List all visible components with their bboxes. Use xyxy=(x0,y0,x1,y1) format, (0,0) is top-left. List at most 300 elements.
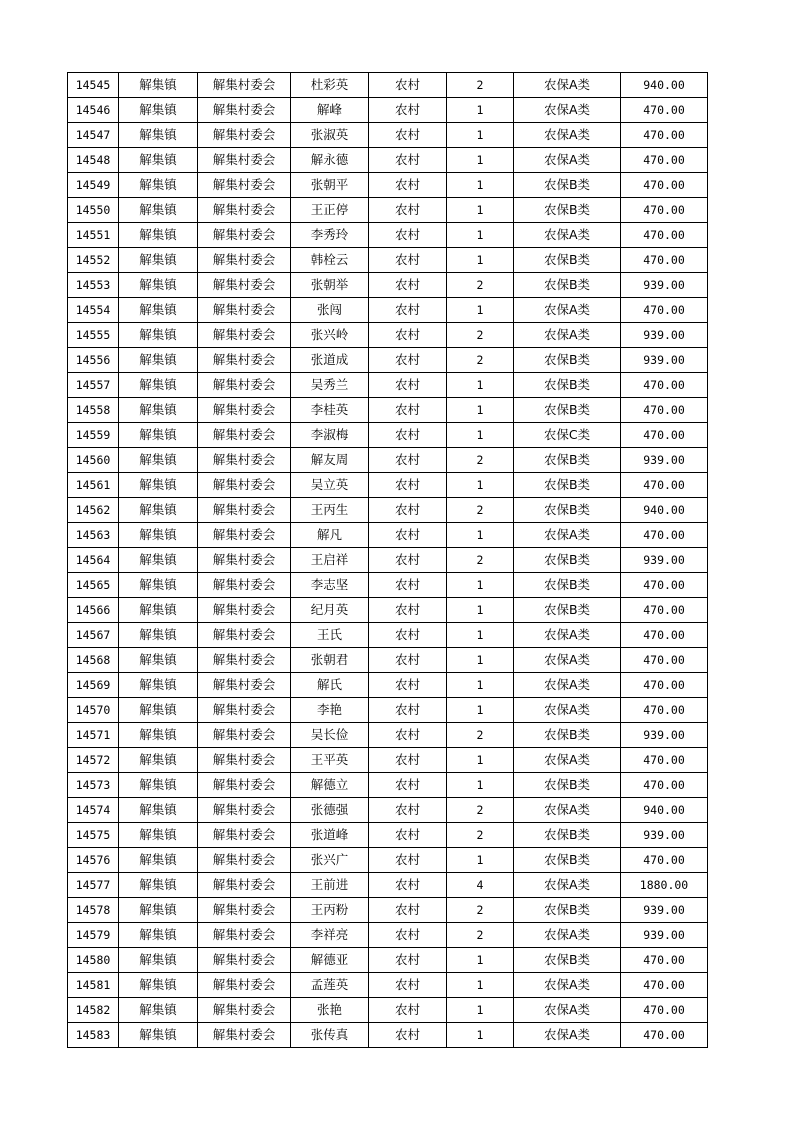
village-cell: 解集村委会 xyxy=(198,473,291,498)
member-count-cell: 1 xyxy=(447,398,514,423)
person-name-cell: 张道成 xyxy=(291,348,369,373)
town-cell: 解集镇 xyxy=(119,1023,198,1048)
table-row xyxy=(68,623,708,648)
record-id-cell: 14576 xyxy=(68,848,119,873)
amount-cell: 470.00 xyxy=(621,648,708,673)
person-name-cell: 张淑英 xyxy=(291,123,369,148)
person-name-cell: 王平英 xyxy=(291,748,369,773)
village-cell: 解集村委会 xyxy=(198,73,291,98)
person-name-cell: 杜彩英 xyxy=(291,73,369,98)
table-row xyxy=(68,348,708,373)
table-row xyxy=(68,698,708,723)
town-cell: 解集镇 xyxy=(119,98,198,123)
member-count-cell: 2 xyxy=(447,498,514,523)
insurance-category-cell: 农保A类 xyxy=(514,923,621,948)
person-name-cell: 纪月英 xyxy=(291,598,369,623)
table-row xyxy=(68,723,708,748)
residence-type-cell: 农村 xyxy=(369,348,447,373)
residence-type-cell: 农村 xyxy=(369,248,447,273)
residence-type-cell: 农村 xyxy=(369,698,447,723)
village-cell: 解集村委会 xyxy=(198,573,291,598)
record-id-cell: 14559 xyxy=(68,423,119,448)
amount-cell: 940.00 xyxy=(621,798,708,823)
residence-type-cell: 农村 xyxy=(369,398,447,423)
amount-cell: 470.00 xyxy=(621,123,708,148)
insurance-category-cell: 农保A类 xyxy=(514,623,621,648)
record-id-cell: 14575 xyxy=(68,823,119,848)
table-row xyxy=(68,248,708,273)
village-cell: 解集村委会 xyxy=(198,398,291,423)
amount-cell: 470.00 xyxy=(621,598,708,623)
person-name-cell: 解永德 xyxy=(291,148,369,173)
amount-cell: 470.00 xyxy=(621,948,708,973)
table-row xyxy=(68,873,708,898)
member-count-cell: 1 xyxy=(447,973,514,998)
insurance-category-cell: 农保A类 xyxy=(514,323,621,348)
insurance-category-cell: 农保A类 xyxy=(514,98,621,123)
amount-cell: 470.00 xyxy=(621,523,708,548)
town-cell: 解集镇 xyxy=(119,398,198,423)
residence-type-cell: 农村 xyxy=(369,773,447,798)
town-cell: 解集镇 xyxy=(119,248,198,273)
amount-cell: 470.00 xyxy=(621,573,708,598)
insurance-category-cell: 农保A类 xyxy=(514,73,621,98)
amount-cell: 1880.00 xyxy=(621,873,708,898)
residence-type-cell: 农村 xyxy=(369,273,447,298)
record-id-cell: 14565 xyxy=(68,573,119,598)
insurance-category-cell: 农保B类 xyxy=(514,273,621,298)
table-row xyxy=(68,523,708,548)
town-cell: 解集镇 xyxy=(119,473,198,498)
member-count-cell: 2 xyxy=(447,723,514,748)
member-count-cell: 1 xyxy=(447,598,514,623)
table-row xyxy=(68,73,708,98)
town-cell: 解集镇 xyxy=(119,823,198,848)
table-row xyxy=(68,998,708,1023)
amount-cell: 939.00 xyxy=(621,898,708,923)
residence-type-cell: 农村 xyxy=(369,873,447,898)
person-name-cell: 张道峰 xyxy=(291,823,369,848)
table-row xyxy=(68,573,708,598)
member-count-cell: 4 xyxy=(447,873,514,898)
village-cell: 解集村委会 xyxy=(198,523,291,548)
residence-type-cell: 农村 xyxy=(369,1023,447,1048)
residence-type-cell: 农村 xyxy=(369,473,447,498)
village-cell: 解集村委会 xyxy=(198,348,291,373)
record-id-cell: 14570 xyxy=(68,698,119,723)
village-cell: 解集村委会 xyxy=(198,998,291,1023)
table-row xyxy=(68,898,708,923)
person-name-cell: 张艳 xyxy=(291,998,369,1023)
amount-cell: 470.00 xyxy=(621,623,708,648)
record-id-cell: 14547 xyxy=(68,123,119,148)
record-id-cell: 14551 xyxy=(68,223,119,248)
record-id-cell: 14557 xyxy=(68,373,119,398)
amount-cell: 939.00 xyxy=(621,823,708,848)
record-id-cell: 14548 xyxy=(68,148,119,173)
person-name-cell: 王启祥 xyxy=(291,548,369,573)
member-count-cell: 1 xyxy=(447,298,514,323)
person-name-cell: 王丙生 xyxy=(291,498,369,523)
member-count-cell: 1 xyxy=(447,573,514,598)
table-row xyxy=(68,848,708,873)
residence-type-cell: 农村 xyxy=(369,648,447,673)
town-cell: 解集镇 xyxy=(119,723,198,748)
town-cell: 解集镇 xyxy=(119,898,198,923)
residence-type-cell: 农村 xyxy=(369,123,447,148)
amount-cell: 470.00 xyxy=(621,973,708,998)
member-count-cell: 1 xyxy=(447,223,514,248)
residence-type-cell: 农村 xyxy=(369,623,447,648)
person-name-cell: 解峰 xyxy=(291,98,369,123)
town-cell: 解集镇 xyxy=(119,448,198,473)
residence-type-cell: 农村 xyxy=(369,923,447,948)
member-count-cell: 2 xyxy=(447,323,514,348)
village-cell: 解集村委会 xyxy=(198,173,291,198)
insurance-category-cell: 农保C类 xyxy=(514,423,621,448)
member-count-cell: 2 xyxy=(447,348,514,373)
person-name-cell: 张朝举 xyxy=(291,273,369,298)
town-cell: 解集镇 xyxy=(119,698,198,723)
record-id-cell: 14545 xyxy=(68,73,119,98)
town-cell: 解集镇 xyxy=(119,948,198,973)
amount-cell: 470.00 xyxy=(621,148,708,173)
amount-cell: 939.00 xyxy=(621,548,708,573)
town-cell: 解集镇 xyxy=(119,523,198,548)
town-cell: 解集镇 xyxy=(119,573,198,598)
village-cell: 解集村委会 xyxy=(198,948,291,973)
table-row xyxy=(68,173,708,198)
village-cell: 解集村委会 xyxy=(198,773,291,798)
village-cell: 解集村委会 xyxy=(198,148,291,173)
member-count-cell: 2 xyxy=(447,923,514,948)
record-id-cell: 14573 xyxy=(68,773,119,798)
town-cell: 解集镇 xyxy=(119,773,198,798)
town-cell: 解集镇 xyxy=(119,73,198,98)
amount-cell: 470.00 xyxy=(621,673,708,698)
residence-type-cell: 农村 xyxy=(369,523,447,548)
residence-type-cell: 农村 xyxy=(369,948,447,973)
table-row xyxy=(68,748,708,773)
insurance-category-cell: 农保B类 xyxy=(514,473,621,498)
insurance-category-cell: 农保B类 xyxy=(514,548,621,573)
person-name-cell: 李秀玲 xyxy=(291,223,369,248)
record-id-cell: 14583 xyxy=(68,1023,119,1048)
village-cell: 解集村委会 xyxy=(198,298,291,323)
village-cell: 解集村委会 xyxy=(198,848,291,873)
amount-cell: 470.00 xyxy=(621,198,708,223)
insurance-category-cell: 农保A类 xyxy=(514,148,621,173)
member-count-cell: 1 xyxy=(447,698,514,723)
person-name-cell: 张兴岭 xyxy=(291,323,369,348)
town-cell: 解集镇 xyxy=(119,923,198,948)
amount-cell: 939.00 xyxy=(621,723,708,748)
amount-cell: 939.00 xyxy=(621,923,708,948)
residence-type-cell: 农村 xyxy=(369,973,447,998)
table-row xyxy=(68,973,708,998)
town-cell: 解集镇 xyxy=(119,373,198,398)
insurance-category-cell: 农保A类 xyxy=(514,798,621,823)
residence-type-cell: 农村 xyxy=(369,498,447,523)
insurance-category-cell: 农保A类 xyxy=(514,298,621,323)
table-row xyxy=(68,373,708,398)
record-id-cell: 14568 xyxy=(68,648,119,673)
record-id-cell: 14581 xyxy=(68,973,119,998)
insurance-category-cell: 农保B类 xyxy=(514,373,621,398)
person-name-cell: 解凡 xyxy=(291,523,369,548)
village-cell: 解集村委会 xyxy=(198,898,291,923)
residence-type-cell: 农村 xyxy=(369,298,447,323)
amount-cell: 470.00 xyxy=(621,98,708,123)
village-cell: 解集村委会 xyxy=(198,673,291,698)
insurance-category-cell: 农保B类 xyxy=(514,898,621,923)
person-name-cell: 韩栓云 xyxy=(291,248,369,273)
member-count-cell: 1 xyxy=(447,423,514,448)
residence-type-cell: 农村 xyxy=(369,748,447,773)
insurance-category-cell: 农保B类 xyxy=(514,598,621,623)
village-cell: 解集村委会 xyxy=(198,798,291,823)
member-count-cell: 1 xyxy=(447,123,514,148)
member-count-cell: 1 xyxy=(447,1023,514,1048)
table-row xyxy=(68,548,708,573)
person-name-cell: 张朝君 xyxy=(291,648,369,673)
record-id-cell: 14555 xyxy=(68,323,119,348)
member-count-cell: 2 xyxy=(447,448,514,473)
member-count-cell: 2 xyxy=(447,798,514,823)
record-id-cell: 14577 xyxy=(68,873,119,898)
residence-type-cell: 农村 xyxy=(369,798,447,823)
person-name-cell: 吴秀兰 xyxy=(291,373,369,398)
village-cell: 解集村委会 xyxy=(198,248,291,273)
village-cell: 解集村委会 xyxy=(198,373,291,398)
residence-type-cell: 农村 xyxy=(369,823,447,848)
member-count-cell: 1 xyxy=(447,623,514,648)
table-row xyxy=(68,823,708,848)
insurance-category-cell: 农保B类 xyxy=(514,248,621,273)
insurance-category-cell: 农保A类 xyxy=(514,523,621,548)
residence-type-cell: 农村 xyxy=(369,898,447,923)
residence-type-cell: 农村 xyxy=(369,373,447,398)
table-row xyxy=(68,923,708,948)
insurance-category-cell: 农保B类 xyxy=(514,198,621,223)
village-cell: 解集村委会 xyxy=(198,973,291,998)
residence-type-cell: 农村 xyxy=(369,98,447,123)
insurance-category-cell: 农保B类 xyxy=(514,498,621,523)
member-count-cell: 2 xyxy=(447,73,514,98)
record-id-cell: 14550 xyxy=(68,198,119,223)
person-name-cell: 吴长俭 xyxy=(291,723,369,748)
insurance-category-cell: 农保A类 xyxy=(514,123,621,148)
record-id-cell: 14563 xyxy=(68,523,119,548)
town-cell: 解集镇 xyxy=(119,323,198,348)
table-row xyxy=(68,598,708,623)
person-name-cell: 吴立英 xyxy=(291,473,369,498)
insurance-category-cell: 农保B类 xyxy=(514,948,621,973)
residence-type-cell: 农村 xyxy=(369,673,447,698)
amount-cell: 470.00 xyxy=(621,998,708,1023)
amount-cell: 470.00 xyxy=(621,248,708,273)
residence-type-cell: 农村 xyxy=(369,73,447,98)
person-name-cell: 王氏 xyxy=(291,623,369,648)
person-name-cell: 解友周 xyxy=(291,448,369,473)
village-cell: 解集村委会 xyxy=(198,748,291,773)
residence-type-cell: 农村 xyxy=(369,423,447,448)
town-cell: 解集镇 xyxy=(119,498,198,523)
insurance-category-cell: 农保B类 xyxy=(514,848,621,873)
member-count-cell: 1 xyxy=(447,773,514,798)
table-row xyxy=(68,298,708,323)
amount-cell: 470.00 xyxy=(621,748,708,773)
residence-type-cell: 农村 xyxy=(369,223,447,248)
village-cell: 解集村委会 xyxy=(198,698,291,723)
town-cell: 解集镇 xyxy=(119,798,198,823)
insurance-category-cell: 农保A类 xyxy=(514,648,621,673)
amount-cell: 470.00 xyxy=(621,173,708,198)
table-row xyxy=(68,98,708,123)
table-row xyxy=(68,773,708,798)
village-cell: 解集村委会 xyxy=(198,323,291,348)
village-cell: 解集村委会 xyxy=(198,423,291,448)
member-count-cell: 1 xyxy=(447,523,514,548)
table-row xyxy=(68,223,708,248)
village-cell: 解集村委会 xyxy=(198,923,291,948)
town-cell: 解集镇 xyxy=(119,423,198,448)
person-name-cell: 王正停 xyxy=(291,198,369,223)
village-cell: 解集村委会 xyxy=(198,448,291,473)
table-row xyxy=(68,123,708,148)
record-id-cell: 14558 xyxy=(68,398,119,423)
amount-cell: 470.00 xyxy=(621,1023,708,1048)
table-row xyxy=(68,473,708,498)
town-cell: 解集镇 xyxy=(119,548,198,573)
town-cell: 解集镇 xyxy=(119,848,198,873)
member-count-cell: 1 xyxy=(447,148,514,173)
person-name-cell: 李志坚 xyxy=(291,573,369,598)
amount-cell: 470.00 xyxy=(621,698,708,723)
residence-type-cell: 农村 xyxy=(369,848,447,873)
amount-cell: 470.00 xyxy=(621,298,708,323)
amount-cell: 470.00 xyxy=(621,373,708,398)
residence-type-cell: 农村 xyxy=(369,173,447,198)
record-id-cell: 14566 xyxy=(68,598,119,623)
record-id-cell: 14549 xyxy=(68,173,119,198)
insurance-category-cell: 农保B类 xyxy=(514,823,621,848)
insurance-category-cell: 农保A类 xyxy=(514,223,621,248)
village-cell: 解集村委会 xyxy=(198,623,291,648)
village-cell: 解集村委会 xyxy=(198,98,291,123)
person-name-cell: 张闯 xyxy=(291,298,369,323)
person-name-cell: 张兴广 xyxy=(291,848,369,873)
insurance-category-cell: 农保B类 xyxy=(514,573,621,598)
insurance-category-cell: 农保A类 xyxy=(514,673,621,698)
record-id-cell: 14567 xyxy=(68,623,119,648)
person-name-cell: 张传真 xyxy=(291,1023,369,1048)
record-id-cell: 14579 xyxy=(68,923,119,948)
person-name-cell: 李淑梅 xyxy=(291,423,369,448)
person-name-cell: 张德强 xyxy=(291,798,369,823)
person-name-cell: 解德亚 xyxy=(291,948,369,973)
amount-cell: 940.00 xyxy=(621,498,708,523)
amount-cell: 470.00 xyxy=(621,223,708,248)
residence-type-cell: 农村 xyxy=(369,148,447,173)
member-count-cell: 2 xyxy=(447,273,514,298)
insurance-category-cell: 农保B类 xyxy=(514,773,621,798)
table-row xyxy=(68,498,708,523)
residence-type-cell: 农村 xyxy=(369,598,447,623)
amount-cell: 939.00 xyxy=(621,273,708,298)
amount-cell: 939.00 xyxy=(621,323,708,348)
village-cell: 解集村委会 xyxy=(198,873,291,898)
amount-cell: 470.00 xyxy=(621,398,708,423)
insurance-category-cell: 农保A类 xyxy=(514,873,621,898)
insurance-category-cell: 农保B类 xyxy=(514,173,621,198)
amount-cell: 470.00 xyxy=(621,423,708,448)
residence-type-cell: 农村 xyxy=(369,998,447,1023)
amount-cell: 939.00 xyxy=(621,348,708,373)
insurance-category-cell: 农保B类 xyxy=(514,448,621,473)
village-cell: 解集村委会 xyxy=(198,548,291,573)
town-cell: 解集镇 xyxy=(119,123,198,148)
person-name-cell: 李祥亮 xyxy=(291,923,369,948)
table-row xyxy=(68,423,708,448)
member-count-cell: 1 xyxy=(447,748,514,773)
town-cell: 解集镇 xyxy=(119,173,198,198)
town-cell: 解集镇 xyxy=(119,298,198,323)
town-cell: 解集镇 xyxy=(119,648,198,673)
record-id-cell: 14571 xyxy=(68,723,119,748)
table-row xyxy=(68,673,708,698)
table-row xyxy=(68,1023,708,1048)
insurance-category-cell: 农保A类 xyxy=(514,748,621,773)
table-row xyxy=(68,448,708,473)
village-cell: 解集村委会 xyxy=(198,648,291,673)
town-cell: 解集镇 xyxy=(119,623,198,648)
member-count-cell: 1 xyxy=(447,673,514,698)
insurance-category-cell: 农保A类 xyxy=(514,973,621,998)
person-name-cell: 王丙粉 xyxy=(291,898,369,923)
village-cell: 解集村委会 xyxy=(198,123,291,148)
insurance-category-cell: 农保B类 xyxy=(514,348,621,373)
record-id-cell: 14574 xyxy=(68,798,119,823)
person-name-cell: 张朝平 xyxy=(291,173,369,198)
town-cell: 解集镇 xyxy=(119,748,198,773)
record-id-cell: 14553 xyxy=(68,273,119,298)
member-count-cell: 1 xyxy=(447,648,514,673)
village-cell: 解集村委会 xyxy=(198,198,291,223)
person-name-cell: 孟莲英 xyxy=(291,973,369,998)
person-name-cell: 李桂英 xyxy=(291,398,369,423)
table-row xyxy=(68,198,708,223)
residence-type-cell: 农村 xyxy=(369,723,447,748)
residence-type-cell: 农村 xyxy=(369,448,447,473)
town-cell: 解集镇 xyxy=(119,673,198,698)
village-cell: 解集村委会 xyxy=(198,1023,291,1048)
record-id-cell: 14560 xyxy=(68,448,119,473)
town-cell: 解集镇 xyxy=(119,148,198,173)
table-row xyxy=(68,648,708,673)
record-id-cell: 14546 xyxy=(68,98,119,123)
insurance-category-cell: 农保B类 xyxy=(514,723,621,748)
member-count-cell: 1 xyxy=(447,948,514,973)
town-cell: 解集镇 xyxy=(119,998,198,1023)
member-count-cell: 1 xyxy=(447,248,514,273)
member-count-cell: 1 xyxy=(447,373,514,398)
roster-body xyxy=(68,73,708,1048)
member-count-cell: 1 xyxy=(447,473,514,498)
person-name-cell: 王前进 xyxy=(291,873,369,898)
record-id-cell: 14562 xyxy=(68,498,119,523)
insurance-category-cell: 农保B类 xyxy=(514,398,621,423)
